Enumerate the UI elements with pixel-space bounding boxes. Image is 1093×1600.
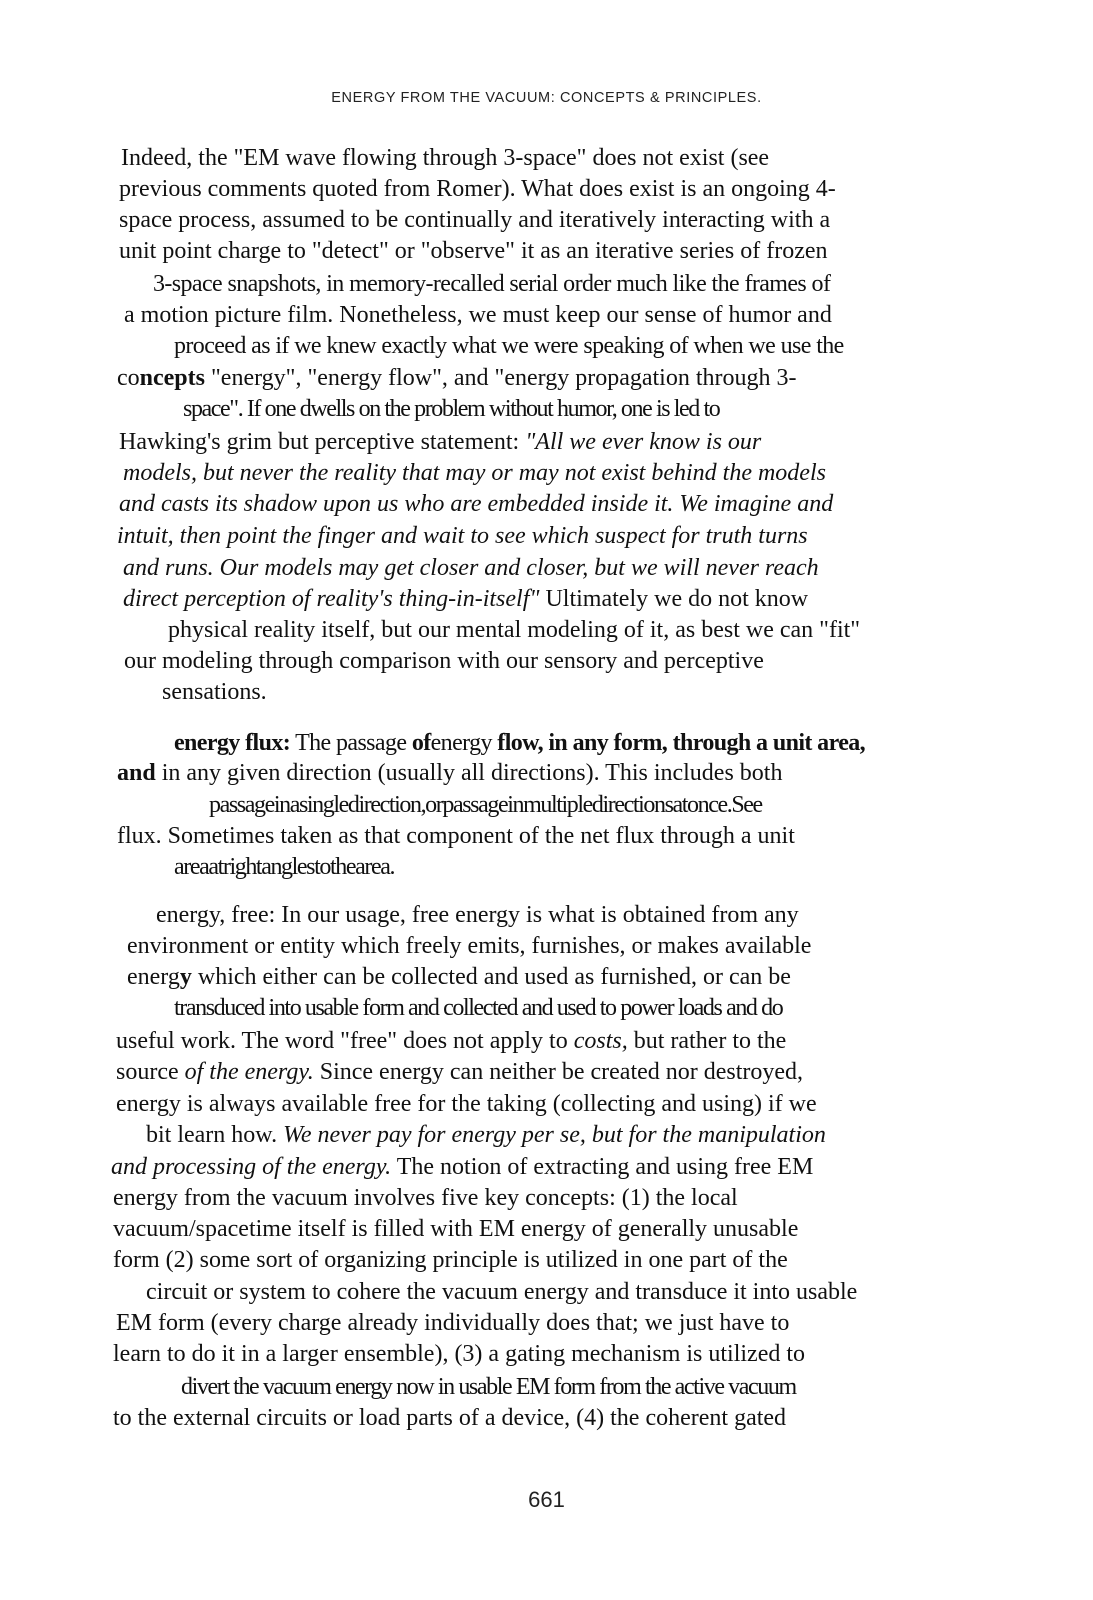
text-line: to the external circuits or load parts of a device, (4) the coherent gated — [113, 1405, 787, 1431]
text-line: transduced into usable form and collected and used to power loads and do — [174, 995, 783, 1021]
glossary-term: energy flux: — [174, 730, 291, 756]
text-line: source of the energy. Since energy can neither be created nor destroyed, — [116, 1059, 804, 1085]
text-line: circuit or system to cohere the vacuum energy and transduce it into usable — [146, 1279, 858, 1305]
text-line: passageinasingledirection,orpassageinmultipledirectionsatonce.See — [209, 792, 762, 818]
text-line: EM form (every charge already individually does that; we just have to — [116, 1310, 790, 1336]
text-line: space process, assumed to be continually and iteratively interacting with a — [119, 207, 831, 233]
text-line: learn to do it in a larger ensemble), (3) a gating mechanism is utilized to — [113, 1341, 806, 1367]
text-line: energy, free: In our usage, free energy is what is obtained from any — [156, 902, 799, 928]
text-line: a motion picture film. Nonetheless, we must keep our sense of humor and — [124, 302, 832, 328]
text-line: space". If one dwells on the problem without humor, one is led to — [183, 396, 720, 422]
text-line: bit learn how. We never pay for energy per se, but for the manipulation — [146, 1122, 826, 1148]
text-line: and casts its shadow upon us who are embedded inside it. We imagine and — [119, 491, 834, 517]
text-line: form (2) some sort of organizing principle is utilized in one part of the — [113, 1247, 788, 1273]
text-line: energy flux: The passage ofenergy flow, in any form, through a unit area, — [174, 730, 866, 756]
text-line: and in any given direction (usually all directions). This includes both — [117, 760, 783, 786]
text-line: and runs. Our models may get closer and closer, but we will never reach — [123, 555, 819, 581]
text-line: energy from the vacuum involves five key concepts: (1) the local — [113, 1185, 738, 1211]
page-number: 661 — [528, 1487, 565, 1512]
running-header: ENERGY FROM THE VACUUM: CONCEPTS & PRINCIPLES. — [331, 90, 762, 106]
text-line: sensations. — [162, 679, 267, 705]
text-line: and processing of the energy. The notion of extracting and using free EM — [111, 1154, 814, 1180]
text-line: vacuum/spacetime itself is filled with EM energy of generally unusable — [113, 1216, 799, 1242]
text-line: 3-space snapshots, in memory-recalled serial order much like the frames of — [153, 271, 831, 297]
text-line: useful work. The word "free" does not apply to costs, but rather to the — [116, 1028, 787, 1054]
text-line: energy which either can be collected and used as furnished, or can be — [127, 964, 791, 990]
text-line: models, but never the reality that may or may not exist behind the models — [123, 460, 826, 486]
text-line: physical reality itself, but our mental modeling of it, as best we can "fit" — [168, 617, 861, 643]
text-line: areaatrightanglestothearea. — [174, 854, 395, 880]
text-line: proceed as if we knew exactly what we were speaking of when we use the — [174, 333, 844, 359]
text-line: environment or entity which freely emits, furnishes, or makes available — [127, 933, 812, 959]
text-line: energy is always available free for the taking (collecting and using) if we — [116, 1091, 817, 1117]
text-line: concepts "energy", "energy flow", and "energy propagation through 3- — [117, 365, 797, 391]
text-line: intuit, then point the finger and wait to see which suspect for truth turns — [117, 523, 808, 549]
text-line: our modeling through comparison with our sensory and perceptive — [124, 648, 764, 674]
text-line: direct perception of reality's thing-in-itself" Ultimately we do not know — [123, 586, 809, 612]
text-line: previous comments quoted from Romer). What does exist is an ongoing 4- — [119, 176, 836, 202]
text-line: Hawking's grim but perceptive statement: "All we ever know is our — [119, 429, 762, 455]
text-line: flux. Sometimes taken as that component of the net flux through a unit — [117, 823, 795, 849]
text-line: unit point charge to "detect" or "observe" it as an iterative series of frozen — [119, 238, 828, 264]
text-line: Indeed, the "EM wave flowing through 3-space" does not exist (see — [121, 145, 770, 171]
text-line: divert the vacuum energy now in usable EM form from the active vacuum — [181, 1374, 796, 1400]
